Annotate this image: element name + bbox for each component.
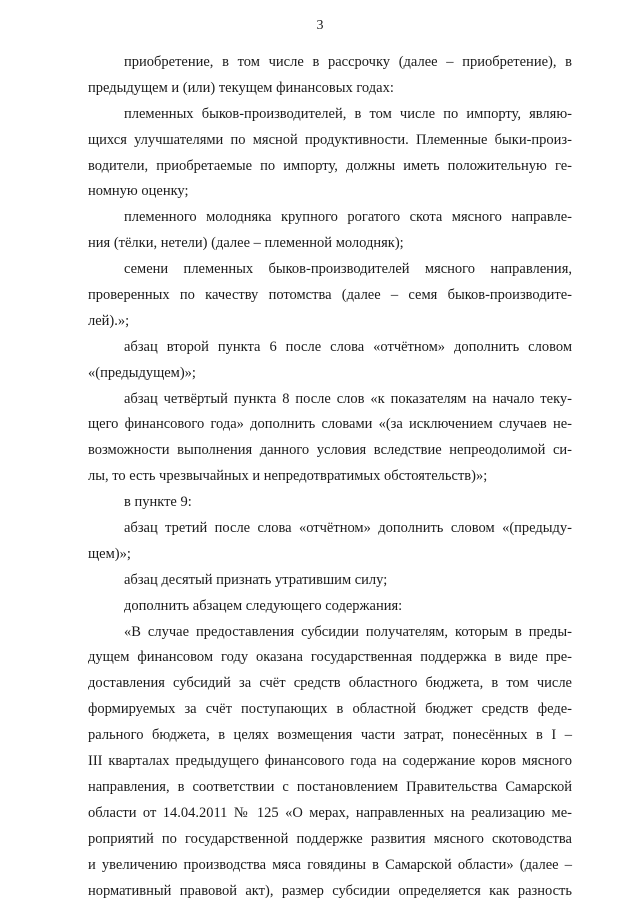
text-line: области от 14.04.2011 № 125 «О мерах, направленных на реализацию ме- [88,804,572,821]
text-line: дущем финансовом году оказана государственная поддержка в виде пре- [88,649,572,666]
page-number: 3 [316,18,324,33]
text-line: ния (тёлки, нетели) (далее – племенной молодняк); [88,235,404,252]
text-line: щихся улучшателями по мясной продуктивности. Племенные быки-произ- [88,131,572,148]
text-line: лей).»; [88,312,130,329]
text-line: номную оценку; [88,183,189,200]
text-line: возможности выполнения данного условия вследствие непреодолимой си- [88,442,572,459]
text-line: и увеличению производства мяса говядины в Самарской области» (далее – [88,856,572,873]
text-line: абзац третий после слова «отчётном» дополнить словом «(предыду- [124,520,572,537]
text-line: абзац второй пункта 6 после слова «отчётном» дополнить словом [124,338,572,355]
text-line: роприятий по государственной поддержке развития мясного скотоводства [88,830,572,847]
text-line: щем)»; [88,545,131,562]
text-line: водители, приобретаемые по импорту, должны иметь положительную ге- [88,157,572,174]
text-line: доставления субсидий за счёт средств областного бюджета, в том числе [88,675,572,692]
text-line: предыдущем и (или) текущем финансовых годах: [88,79,394,96]
text-line: приобретение, в том числе в рассрочку (далее – приобретение), в [124,54,572,70]
text-line: племенного молодняка крупного рогатого скота мясного направле- [124,209,572,226]
text-line: «(предыдущем)»; [88,364,196,381]
text-line: лы, то есть чрезвычайных и непредотвратимых обстоятельств)»; [88,468,488,485]
text-line: III кварталах предыдущего финансового года на содержание коров мясного [88,753,572,770]
text-line: проверенных по качеству потомства (далее – семя быков-производите- [88,287,572,304]
text-line: нормативный правовой акт), размер субсидии определяется как разность [88,882,572,899]
text-line: абзац десятый признать утратившим силу; [124,571,388,588]
text-line: племенных быков-производителей, в том числе по импорту, являю- [124,105,572,122]
text-line: «В случае предоставления субсидии получателям, которым в преды- [124,623,572,640]
text-line: рального бюджета, в целях возмещения части затрат, понесённых в I – [88,727,572,744]
text-line: щего финансового года» дополнить словами «(за исключением случаев не- [88,416,572,433]
text-line: в пункте 9: [124,494,192,511]
text-line: формируемых за счёт поступающих в областной бюджет средств феде- [88,701,572,718]
text-line: семени племенных быков-производителей мясного направления, [124,261,572,278]
text-line: абзац четвёртый пункта 8 после слов «к показателям на начало теку- [124,390,572,407]
document-body [88,50,572,904]
text-line: направления, в соответствии с постановлением Правительства Самарской [88,778,572,795]
text-line: дополнить абзацем следующего содержания: [124,597,403,614]
